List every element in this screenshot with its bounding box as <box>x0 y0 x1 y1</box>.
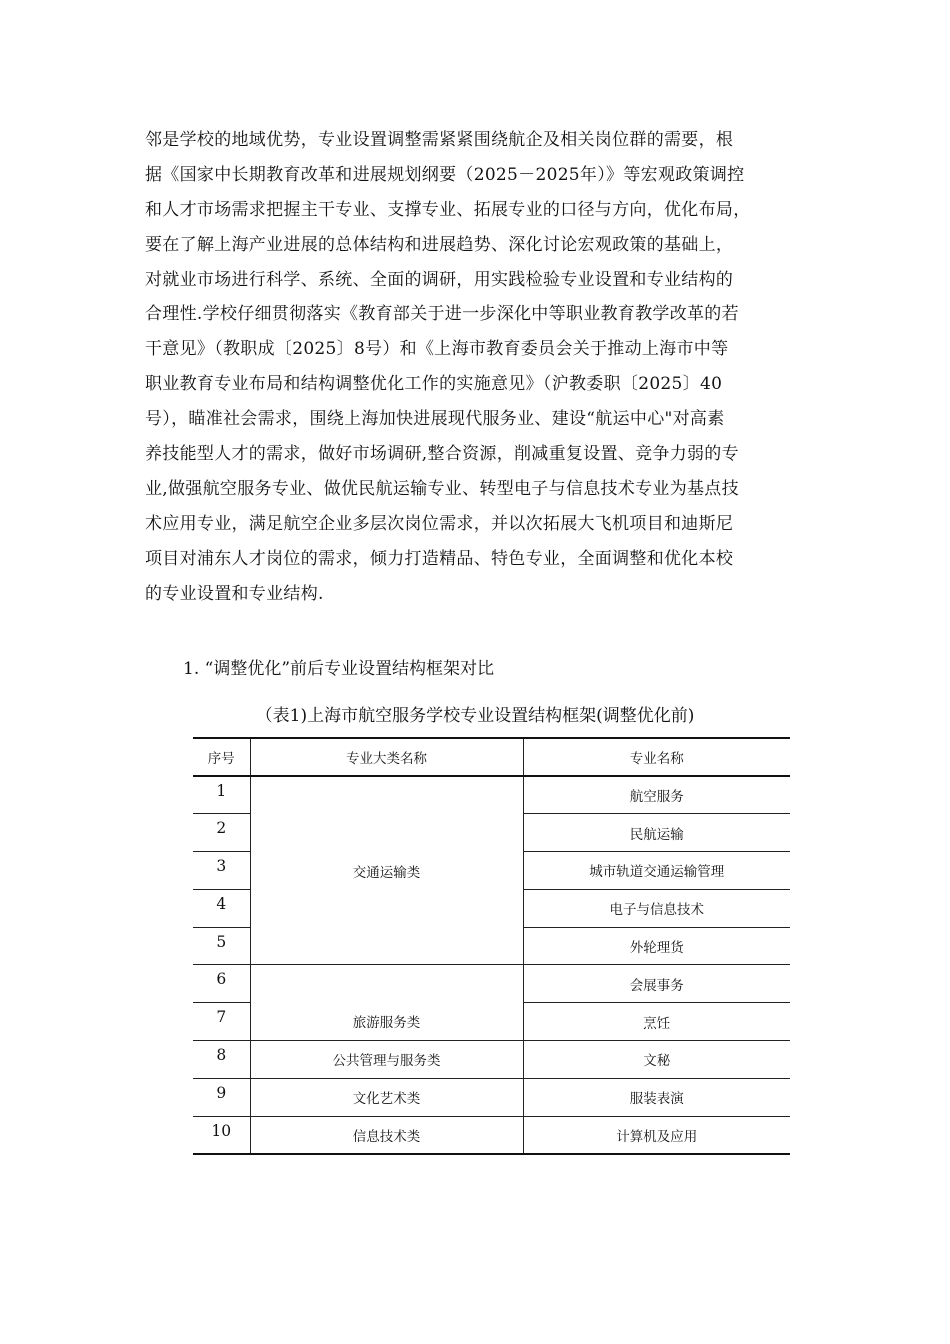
major-cell: 会展事务 <box>523 965 790 1003</box>
paragraph-line: 和人才市场需求把握主干专业、支撑专业、拓展专业的口径与方向，优化布局， <box>145 199 751 220</box>
major-structure-table <box>193 737 790 1155</box>
category-cell: 公共管理与服务类 <box>250 1041 523 1079</box>
row-number: 9 <box>193 1078 250 1116</box>
row-number: 10 <box>193 1116 250 1154</box>
paragraph-line: 的专业设置和专业结构. <box>145 583 324 604</box>
table-row <box>193 776 790 814</box>
major-cell: 外轮理货 <box>523 927 790 965</box>
major-cell: 电子与信息技术 <box>523 889 790 927</box>
major-cell: 文秘 <box>523 1041 790 1079</box>
row-number: 2 <box>193 814 250 852</box>
major-cell: 城市轨道交通运输管理 <box>523 852 790 890</box>
paragraph-line: 术应用专业，满足航空企业多层次岗位需求，并以次拓展大飞机项目和迪斯尼 <box>145 513 734 534</box>
header-number: 序号 <box>193 738 250 776</box>
table-header-row <box>193 738 790 776</box>
major-cell: 烹饪 <box>523 1003 790 1041</box>
major-cell: 服装表演 <box>523 1078 790 1116</box>
paragraph-line: 职业教育专业布局和结构调整优化工作的实施意见》（沪教委职〔2025〕40 <box>145 374 723 395</box>
category-cell: 旅游服务类 <box>250 965 523 1041</box>
row-number: 6 <box>193 965 250 1003</box>
paragraph-line: 要在了解上海产业进展的总体结构和进展趋势、深化讨论宏观政策的基础上， <box>145 234 734 255</box>
paragraph-line: 合理性.学校仔细贯彻落实《教育部关于进一步深化中等职业教育教学改革的若 <box>145 304 739 325</box>
table-row <box>193 1041 790 1079</box>
paragraph-line: 项目对浦东人才岗位的需求，倾力打造精品、特色专业，全面调整和优化本校 <box>145 548 734 569</box>
row-number: 1 <box>193 776 250 814</box>
header-category: 专业大类名称 <box>250 738 523 776</box>
table-row <box>193 965 790 1003</box>
row-number: 4 <box>193 889 250 927</box>
paragraph-line: 业,做强航空服务专业、做优民航运输专业、转型电子与信息技术专业为基点技 <box>145 478 739 499</box>
section-heading: 1. “调整优化”前后专业设置结构框架对比 <box>183 659 495 679</box>
major-cell: 计算机及应用 <box>523 1116 790 1154</box>
table-caption: （表1)上海市航空服务学校专业设置结构框架(调整优化前) <box>255 706 695 726</box>
body-paragraph <box>145 123 805 611</box>
row-number: 7 <box>193 1003 250 1041</box>
paragraph-line: 据《国家中长期教育改革和进展规划纲要（2025－2025年）》等宏观政策调控 <box>145 164 745 185</box>
category-cell: 信息技术类 <box>250 1116 523 1154</box>
paragraph-line: 养技能型人才的需求，做好市场调研,整合资源，削减重复设置、竞争力弱的专 <box>145 444 739 465</box>
paragraph-line: 对就业市场进行科学、系统、全面的调研，用实践检验专业设置和专业结构的 <box>145 269 734 290</box>
header-major: 专业名称 <box>523 738 790 776</box>
major-cell: 航空服务 <box>523 776 790 814</box>
row-number: 5 <box>193 927 250 965</box>
paragraph-line: 号），瞄准社会需求，围绕上海加快进展现代服务业、建设“航运中心"对高素 <box>145 409 725 430</box>
category-cell: 文化艺术类 <box>250 1078 523 1116</box>
paragraph-line: 邻是学校的地域优势，专业设置调整需紧紧围绕航企及相关岗位群的需要，根 <box>145 130 734 150</box>
table-row <box>193 1078 790 1116</box>
major-cell: 民航运输 <box>523 814 790 852</box>
category-cell: 交通运输类 <box>250 776 523 965</box>
table-row <box>193 1116 790 1154</box>
row-number: 3 <box>193 852 250 890</box>
row-number: 8 <box>193 1041 250 1079</box>
paragraph-line: 干意见》（教职成〔2025〕8号）和《上海市教育委员会关于推动上海市中等 <box>145 339 729 360</box>
